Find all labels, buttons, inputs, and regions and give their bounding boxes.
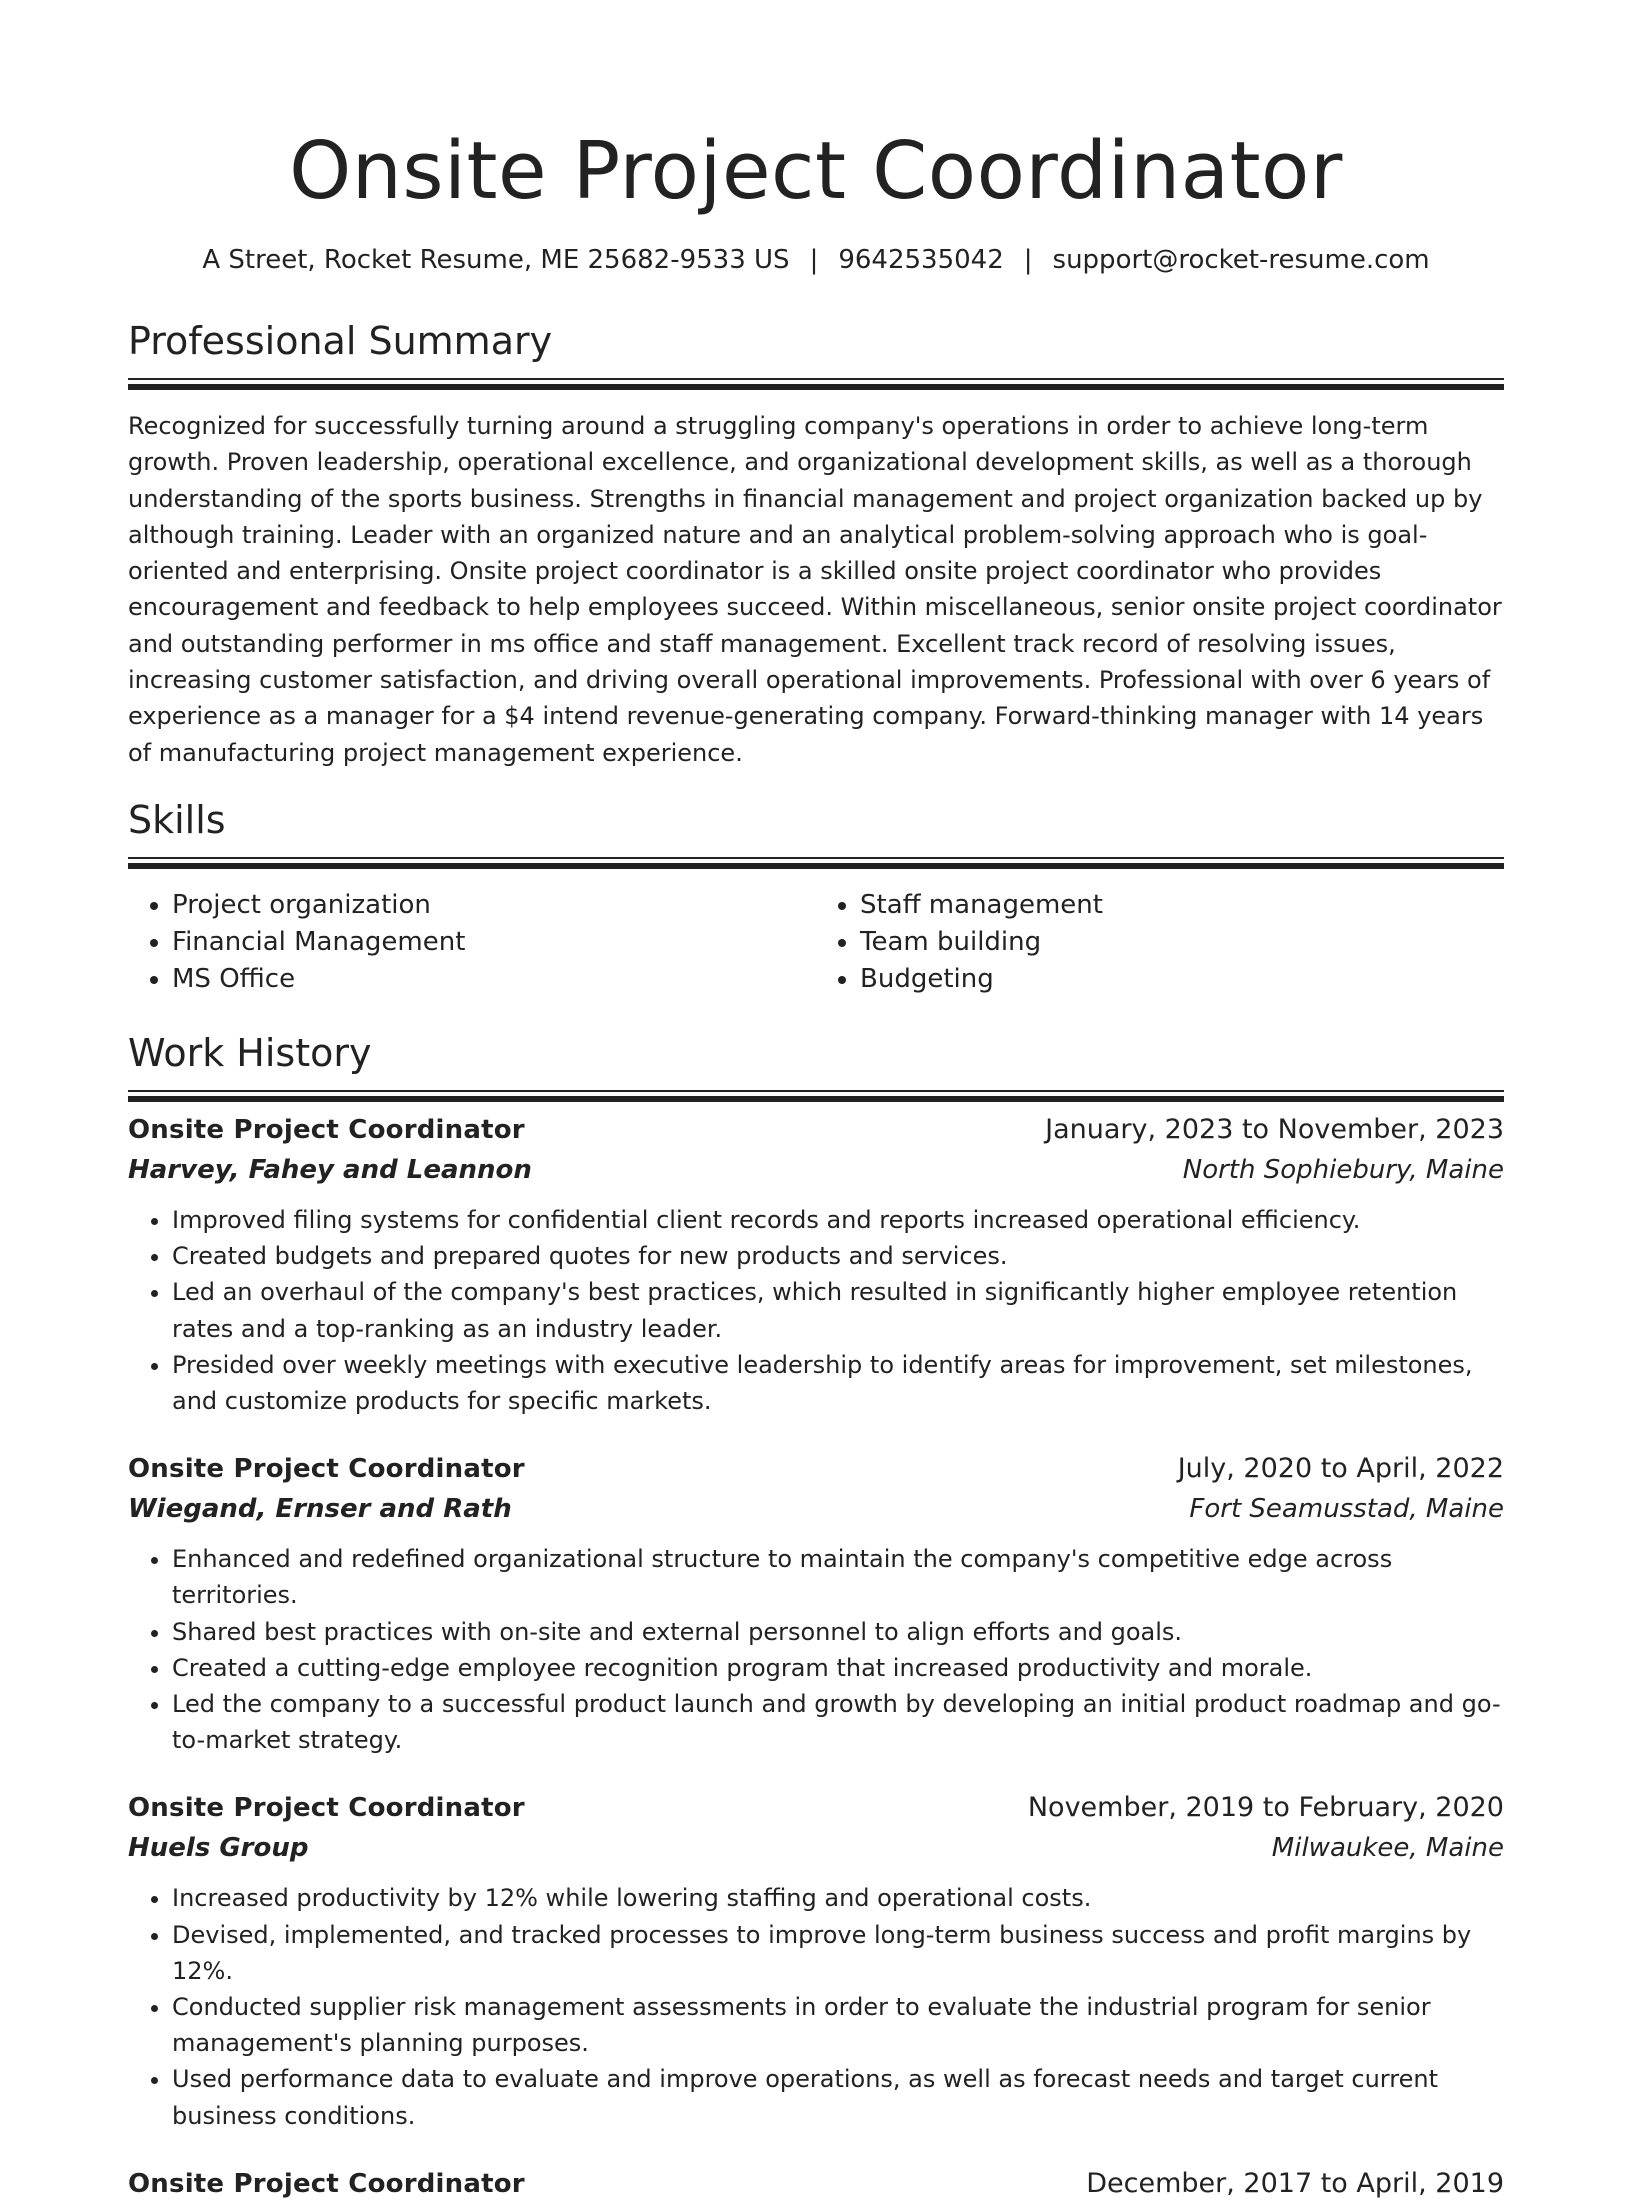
job-location: North Sophiebury, Maine	[1182, 1154, 1504, 1185]
summary-section	[128, 316, 1504, 771]
summary-text: Recognized for successfully turning around a struggling company's operations in order to achieve long-term growth. Proven leadership, operational excellence, and organizational development skills, as well as a thorough understanding of the sports business. Strengths in financial management and project organization backed up by although training. Leader with an organized nature and an analytical problem-solving approach who is goal-oriented and enterprising. Onsite project coordinator is a skilled onsite project coordinator who provides encouragement and feedback to help employees succeed. Within miscellaneous, senior onsite project coordinator and outstanding performer in ms office and staff management. Excellent track record of resolving issues, increasing customer satisfaction, and driving overall operational improvements. Professional with over 6 years of experience as a manager for a $4 intend revenue-generating company. Forward-thinking manager with 14 years of manufacturing project management experience.	[128, 412, 1502, 767]
job-bullet: • Increased productivity by 12% while lowering staffing and operational costs.	[172, 1880, 1504, 1916]
contact-line	[128, 242, 1504, 278]
job-company-row	[128, 1150, 1504, 1190]
job-header-row	[128, 2164, 1504, 2204]
resume-name: Onsite Project Coordinator	[289, 125, 1343, 217]
job-location: Fort Seamusstad, Maine	[1189, 1494, 1504, 1525]
job-bullet: • Improved filing systems for confidential client records and reports increased operational efficiency.	[172, 1202, 1504, 1238]
job-title: Onsite Project Coordinator	[128, 1114, 525, 1145]
contact-separator: |	[1023, 245, 1033, 275]
contact-separator: |	[809, 245, 819, 275]
summary-heading: Professional Summary	[128, 319, 553, 363]
job-company-row	[128, 1828, 1504, 1868]
skill-item: • Project organization	[172, 887, 816, 924]
job-dates: July, 2020 to April, 2022	[1177, 1453, 1504, 1485]
job-dates: November, 2019 to February, 2020	[1027, 1792, 1504, 1824]
job-company: Huels Group	[128, 1833, 309, 1864]
job-bullet: • Enhanced and redefined organizational structure to maintain the company's competitive edge across territories.	[172, 1541, 1504, 1613]
job-header-row	[128, 1449, 1504, 1489]
job-bullets	[128, 1541, 1504, 1758]
skill-item: • Team building	[860, 924, 1504, 961]
job-bullet: • Presided over weekly meetings with executive leadership to identify areas for improvement, set milestones, and customize products for specific markets.	[172, 1347, 1504, 1419]
job-location: Milwaukee, Maine	[1271, 1833, 1504, 1864]
job-bullet: • Shared best practices with on-site and external personnel to align efforts and goals.	[172, 1614, 1504, 1650]
job-bullet: • Devised, implemented, and tracked processes to improve long-term business success and profit margins by 12%.	[172, 1917, 1504, 1989]
skills-column-right	[816, 887, 1504, 998]
job-dates: December, 2017 to April, 2019	[1086, 2167, 1504, 2199]
job-bullets	[128, 1202, 1504, 1419]
skill-item: • Financial Management	[172, 924, 816, 961]
skill-item: • MS Office	[172, 961, 816, 998]
skills-section	[128, 795, 1504, 998]
job-bullet: • Created budgets and prepared quotes for new products and services.	[172, 1238, 1504, 1274]
job-header-row	[128, 1110, 1504, 1150]
job-company-row	[128, 1489, 1504, 1529]
job-title: Onsite Project Coordinator	[128, 1454, 525, 1485]
skill-item: • Staff management	[860, 887, 1504, 924]
job-entry	[128, 2164, 1504, 2204]
job-header-row	[128, 1788, 1504, 1828]
contact-email[interactable]: support@rocket-resume.com	[1052, 245, 1430, 275]
job-entry	[128, 1449, 1504, 1758]
section-divider	[128, 857, 1504, 869]
job-entry	[128, 1788, 1504, 2133]
work-history-heading: Work History	[128, 1030, 372, 1075]
job-bullet: • Created a cutting-edge employee recognition program that increased productivity and morale.	[172, 1650, 1504, 1686]
job-company: Harvey, Fahey and Leannon	[128, 1154, 532, 1185]
skill-item: • Budgeting	[860, 961, 1504, 998]
job-bullet: • Used performance data to evaluate and improve operations, as well as forecast needs and target current business conditions.	[172, 2061, 1504, 2133]
job-title: Onsite Project Coordinator	[128, 2168, 525, 2199]
job-company: Wiegand, Ernser and Rath	[128, 1494, 512, 1525]
job-dates: January, 2023 to November, 2023	[1045, 1113, 1504, 1145]
job-bullets	[128, 1880, 1504, 2133]
job-bullet: • Led an overhaul of the company's best practices, which resulted in significantly higher employee retention rates and a top-ranking as an industry leader.	[172, 1274, 1504, 1346]
contact-address: A Street, Rocket Resume, ME 25682-9533 US	[202, 245, 790, 275]
job-entry	[128, 1110, 1504, 1419]
skills-column-left	[128, 887, 816, 998]
skills-heading: Skills	[128, 797, 226, 842]
section-divider	[128, 378, 1504, 390]
job-bullet: • Led the company to a successful product launch and growth by developing an initial product roadmap and go-to-market strategy.	[172, 1686, 1504, 1758]
skills-list	[128, 887, 1504, 998]
job-bullet: • Conducted supplier risk management assessments in order to evaluate the industrial program for senior management's planning purposes.	[172, 1989, 1504, 2061]
work-history-section	[128, 1028, 1504, 2204]
contact-phone[interactable]: 9642535042	[838, 245, 1004, 275]
job-title: Onsite Project Coordinator	[128, 1793, 525, 1824]
section-divider	[128, 1090, 1504, 1102]
